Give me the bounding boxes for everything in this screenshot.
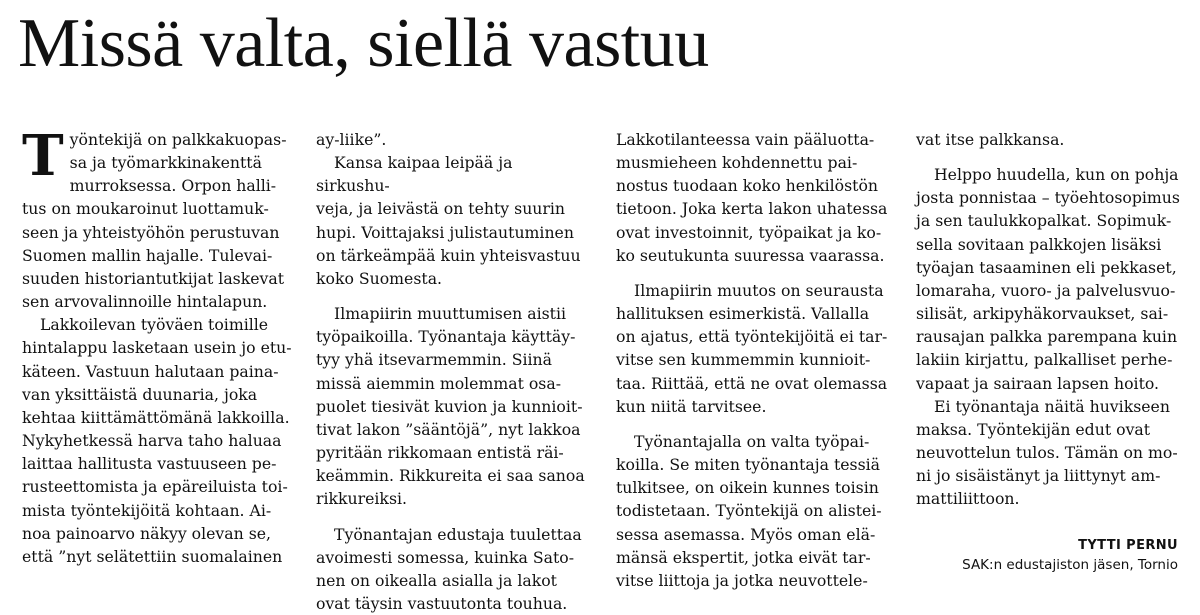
headline: Missä valta, siellä vastuu xyxy=(18,5,709,82)
text-line: missä aiemmin molemmat osa- xyxy=(316,373,562,393)
text-line: sa ja työmarkkinakenttä xyxy=(69,153,262,173)
article-column-1 xyxy=(22,123,294,568)
text-line: Nykyhetkessä harva taho haluaa xyxy=(22,431,282,451)
text-line: on ajatus, että työntekijöitä ei tar- xyxy=(616,327,888,347)
text-line: neuvottelun tulos. Tämän on mo- xyxy=(916,443,1178,463)
text-line: Ilmapiirin muutos on seurausta xyxy=(634,280,884,300)
text-line: työpaikoilla. Työnantaja käyttäy- xyxy=(316,327,576,347)
text-line: Ilmapiirin muuttumisen aistii xyxy=(334,304,566,324)
text-line: mänsä ekspertit, jotka eivät tar- xyxy=(616,547,871,567)
text-line: ja sen taulukkopalkat. Sopimuk- xyxy=(916,211,1172,231)
text-line: tivat lakon ”sääntöjä”, nyt lakkoa xyxy=(316,419,581,439)
text-line: käteen. Vastuun halutaan paina- xyxy=(22,361,279,381)
text-line: lakiin kirjattu, palkalliset perhe- xyxy=(916,350,1173,370)
text-line: Lakkoilevan työväen toimille xyxy=(40,315,269,335)
text-line: tietoon. Joka kerta lakon uhatessa xyxy=(616,199,888,219)
text-line: rusteettomista ja epäreiluista toi- xyxy=(22,477,288,497)
text-line: hupi. Voittajaksi julistautuminen xyxy=(316,222,574,242)
text-line: mattiliittoon. xyxy=(916,489,1020,509)
text-line: vapaat ja sairaan lapsen hoito. xyxy=(916,373,1160,393)
text-line: työajan tasaaminen eli pekkaset, xyxy=(916,257,1177,277)
text-line: kehtaa kiittämättömänä lakkoilla. xyxy=(22,407,290,427)
text-line: suuden historiantutkijat laskevat xyxy=(22,268,285,288)
text-line: ni jo sisäistänyt ja liittynyt am- xyxy=(916,466,1161,486)
text-line: rikkureiksi. xyxy=(316,489,407,509)
text-line: rausajan palkka parempana kuin xyxy=(916,327,1178,347)
author-role: SAK:n edustajiston jäsen, Tornio xyxy=(962,557,1178,573)
text-line: Lakkotilanteessa vain pääluotta- xyxy=(616,130,875,149)
text-line: tus on moukaroinut luottamuk- xyxy=(22,199,269,219)
text-line: silisät, arkipyhäkorvaukset, sai- xyxy=(916,304,1169,324)
text-line: avoimesti somessa, kuinka Sato- xyxy=(316,547,575,567)
text-line: vitse sen kummemmin kunnioit- xyxy=(616,350,871,370)
text-line: nostus tuodaan koko henkilöstön xyxy=(616,176,878,196)
text-line: nen on oikealla asialla ja lakot xyxy=(316,570,557,590)
text-line: hintalappu lasketaan usein jo etu- xyxy=(22,338,292,358)
article-column-3 xyxy=(616,128,888,592)
text-line: josta ponnistaa – työehtosopimus xyxy=(916,188,1180,208)
text-line: ay-liike”. xyxy=(316,130,387,149)
text-line: ovat täysin vastuutonta touhua. xyxy=(316,593,568,613)
text-line: Ei työnantaja näitä huvikseen xyxy=(934,396,1170,416)
text-line: veja, ja leivästä on tehty suurin xyxy=(316,199,566,219)
author-name: TYTTI PERNU xyxy=(1078,538,1178,553)
text-line: puolet tiesivät kuvion ja kunnioit- xyxy=(316,396,583,416)
text-line: noa painoarvo näkyy olevan se, xyxy=(22,523,272,543)
text-line: laittaa hallitusta vastuuseen pe- xyxy=(22,454,277,474)
text-line: Suomen mallin hajalle. Tulevai- xyxy=(22,245,273,265)
text-line: todistetaan. Työntekijä on alistei- xyxy=(616,501,882,521)
text-line: van yksittäistä duunaria, joka xyxy=(22,384,258,404)
text-line: hallituksen esimerkistä. Vallalla xyxy=(616,304,870,324)
text-line: tulkitsee, on oikein kunnes toisin xyxy=(616,478,879,498)
text-line: vitse liittoja ja jotka neuvottele- xyxy=(616,570,868,590)
byline xyxy=(962,537,1178,575)
text-line: vat itse palkkansa. xyxy=(916,130,1065,149)
text-line: murroksessa. Orpon halli- xyxy=(69,176,277,196)
text-line: keämmin. Rikkureita ei saa sanoa xyxy=(316,466,585,486)
text-line: mista työntekijöitä kohtaan. Ai- xyxy=(22,500,272,520)
text-line: Helppo huudella, kun on pohja xyxy=(934,165,1179,185)
article-column-2 xyxy=(316,128,588,615)
text-line: taa. Riittää, että ne ovat olemassa xyxy=(616,373,888,393)
text-line: lomaraha, vuoro- ja palvelusvuo- xyxy=(916,280,1176,300)
text-line: pyritään rikkomaan entistä räi- xyxy=(316,443,564,463)
text-line: sen arvovalinnoille hintalapun. xyxy=(22,292,268,312)
text-line: seen ja yhteistyöhön perustuvan xyxy=(22,222,280,242)
text-line: yöntekijä on palkkakuopas- xyxy=(69,130,287,149)
text-line: Työnantajan edustaja tuulettaa xyxy=(334,524,582,544)
text-line: kun niitä tarvitsee. xyxy=(616,396,767,416)
drop-cap: T xyxy=(22,123,64,189)
text-line: Työnantajalla on valta työpai- xyxy=(634,431,870,451)
text-line: maksa. Työntekijän edut ovat xyxy=(916,419,1151,439)
text-line: että ”nyt selätettiin suomalainen xyxy=(22,546,283,566)
text-line: Kansa kaipaa leipää ja sirkushu- xyxy=(316,153,513,196)
text-line: ko seutukunta suuressa vaarassa. xyxy=(616,245,885,265)
article-column-4 xyxy=(916,128,1188,511)
text-line: on tärkeämpää kuin yhteisvastuu xyxy=(316,245,581,265)
text-line: musmieheen kohdennettu pai- xyxy=(616,153,858,173)
text-line: tyy yhä itsevarmemmin. Siinä xyxy=(316,350,552,370)
text-line: ovat investoinnit, työpaikat ja ko- xyxy=(616,222,882,242)
text-line: koko Suomesta. xyxy=(316,268,443,288)
text-line: koilla. Se miten työnantaja tessiä xyxy=(616,455,881,475)
text-line: sella sovitaan palkkojen lisäksi xyxy=(916,234,1162,254)
text-line: sessa asemassa. Myös oman elä- xyxy=(616,524,876,544)
